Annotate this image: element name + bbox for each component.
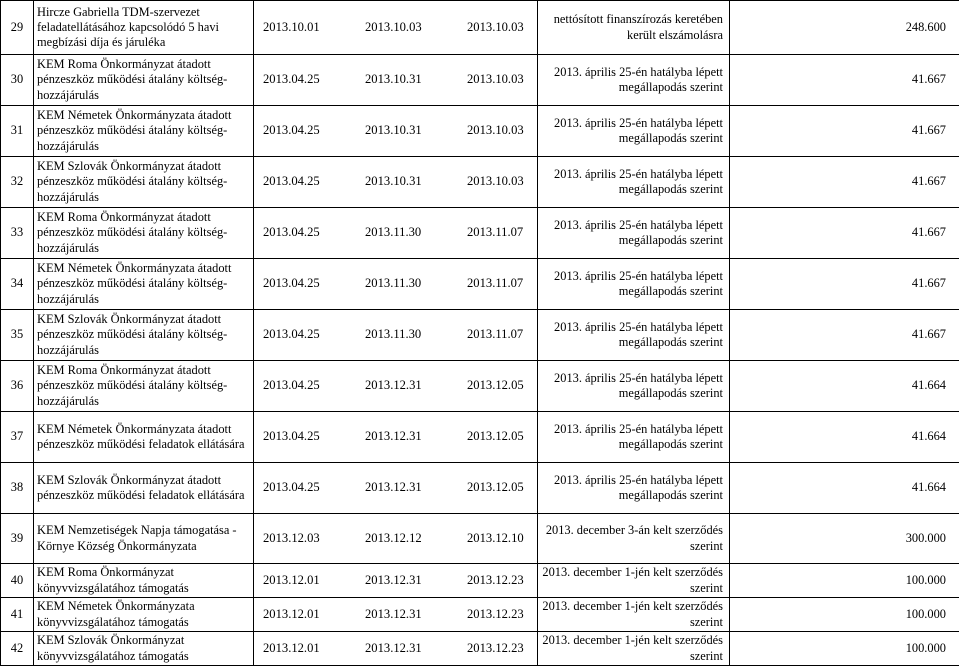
row-dates — [254, 208, 538, 259]
date-end: 2013.12.31 — [365, 480, 422, 495]
row-number: 41 — [1, 598, 34, 632]
row-description: KEM Nemzetiségek Napja támogatása - Környe Község Önkormányzata — [34, 514, 254, 564]
date-paid: 2013.12.05 — [467, 429, 524, 444]
row-description: KEM Szlovák Önkormányzat átadott pénzeszköz működési átalány költség-hozzájárulás — [34, 310, 254, 361]
date-paid: 2013.12.05 — [467, 480, 524, 495]
row-description: KEM Németek Önkormányzata átadott pénzeszköz működési feladatok ellátására — [34, 412, 254, 463]
row-amount: 100.000 — [730, 632, 959, 666]
row-note: 2013. április 25-én hatályba lépett megállapodás szerint — [538, 106, 730, 157]
row-number: 34 — [1, 259, 34, 310]
date-paid: 2013.10.03 — [467, 174, 524, 189]
date-paid: 2013.12.05 — [467, 378, 524, 393]
table-row — [1, 412, 959, 463]
date-start: 2013.04.25 — [263, 123, 320, 138]
row-dates — [254, 632, 538, 666]
row-number: 37 — [1, 412, 34, 463]
row-number: 30 — [1, 55, 34, 106]
row-amount: 100.000 — [730, 598, 959, 632]
row-amount: 41.664 — [730, 463, 959, 514]
date-start: 2013.12.01 — [263, 640, 320, 655]
row-number: 29 — [1, 1, 34, 55]
date-end: 2013.12.31 — [365, 606, 422, 621]
row-description: KEM Németek Önkormányzata átadott pénzeszköz működési átalány költség-hozzájárulás — [34, 259, 254, 310]
row-number: 39 — [1, 514, 34, 564]
date-end: 2013.10.03 — [365, 19, 422, 34]
table-row — [1, 632, 959, 666]
row-number: 40 — [1, 564, 34, 598]
row-dates — [254, 463, 538, 514]
row-note: 2013. április 25-én hatályba lépett megállapodás szerint — [538, 412, 730, 463]
row-dates — [254, 106, 538, 157]
date-start: 2013.04.25 — [263, 225, 320, 240]
row-note: 2013. december 1-jén kelt szerződés szerint — [538, 598, 730, 632]
date-end: 2013.12.31 — [365, 429, 422, 444]
table-row — [1, 564, 959, 598]
row-note: 2013. április 25-én hatályba lépett megállapodás szerint — [538, 157, 730, 208]
row-number: 42 — [1, 632, 34, 666]
table-row — [1, 598, 959, 632]
row-dates — [254, 157, 538, 208]
table-row — [1, 259, 959, 310]
row-amount: 41.667 — [730, 310, 959, 361]
row-number: 38 — [1, 463, 34, 514]
date-start: 2013.12.01 — [263, 606, 320, 621]
table-row — [1, 463, 959, 514]
row-amount: 41.667 — [730, 208, 959, 259]
date-end: 2013.12.12 — [365, 530, 422, 545]
row-description: KEM Németek Önkormányzata könyvvizsgálatához támogatás — [34, 598, 254, 632]
table-row — [1, 1, 959, 55]
row-note: 2013. december 1-jén kelt szerződés szerint — [538, 564, 730, 598]
row-note: 2013. április 25-én hatályba lépett megállapodás szerint — [538, 310, 730, 361]
table-row — [1, 106, 959, 157]
date-paid: 2013.10.03 — [467, 19, 524, 34]
row-note: 2013. december 1-jén kelt szerződés szerint — [538, 632, 730, 666]
row-number: 31 — [1, 106, 34, 157]
date-paid: 2013.10.03 — [467, 123, 524, 138]
date-end: 2013.11.30 — [365, 225, 422, 240]
row-dates — [254, 564, 538, 598]
row-description: Hircze Gabriella TDM-szervezet feladatellátásához kapcsolódó 5 havi megbízási díja és járuléka — [34, 1, 254, 55]
row-dates — [254, 598, 538, 632]
date-start: 2013.04.25 — [263, 327, 320, 342]
row-amount: 41.667 — [730, 259, 959, 310]
row-note: 2013. április 25-én hatályba lépett megállapodás szerint — [538, 463, 730, 514]
date-end: 2013.11.30 — [365, 327, 422, 342]
date-end: 2013.10.31 — [365, 123, 422, 138]
row-amount: 41.664 — [730, 361, 959, 412]
date-start: 2013.10.01 — [263, 19, 320, 34]
row-note: 2013. április 25-én hatályba lépett megállapodás szerint — [538, 208, 730, 259]
table-row — [1, 157, 959, 208]
table-row — [1, 310, 959, 361]
row-dates — [254, 259, 538, 310]
date-start: 2013.04.25 — [263, 174, 320, 189]
row-note: 2013. április 25-én hatályba lépett megállapodás szerint — [538, 259, 730, 310]
date-end: 2013.11.30 — [365, 276, 422, 291]
row-amount: 41.667 — [730, 55, 959, 106]
row-description: KEM Roma Önkormányzat könyvvizsgálatához támogatás — [34, 564, 254, 598]
date-end: 2013.12.31 — [365, 572, 422, 587]
row-amount: 41.667 — [730, 157, 959, 208]
row-description: KEM Németek Önkormányzata átadott pénzeszköz működési átalány költség-hozzájárulás — [34, 106, 254, 157]
row-dates — [254, 361, 538, 412]
row-number: 35 — [1, 310, 34, 361]
row-description: KEM Szlovák Önkormányzat könyvvizsgálatához támogatás — [34, 632, 254, 666]
table-row — [1, 208, 959, 259]
row-dates — [254, 55, 538, 106]
date-end: 2013.10.31 — [365, 72, 422, 87]
row-amount: 41.667 — [730, 106, 959, 157]
row-amount: 300.000 — [730, 514, 959, 564]
date-start: 2013.04.25 — [263, 72, 320, 87]
row-dates — [254, 514, 538, 564]
row-number: 33 — [1, 208, 34, 259]
date-paid: 2013.12.10 — [467, 530, 524, 545]
row-number: 32 — [1, 157, 34, 208]
row-note: 2013. április 25-én hatályba lépett megállapodás szerint — [538, 361, 730, 412]
date-paid: 2013.11.07 — [467, 327, 524, 342]
date-start: 2013.04.25 — [263, 276, 320, 291]
date-end: 2013.12.31 — [365, 378, 422, 393]
date-end: 2013.10.31 — [365, 174, 422, 189]
row-description: KEM Roma Önkormányzat átadott pénzeszköz működési átalány költség-hozzájárulás — [34, 361, 254, 412]
row-amount: 100.000 — [730, 564, 959, 598]
date-start: 2013.12.03 — [263, 530, 320, 545]
row-description: KEM Roma Önkormányzat átadott pénzeszköz működési átalány költség-hozzájárulás — [34, 55, 254, 106]
grants-table-body — [1, 1, 959, 666]
row-dates — [254, 1, 538, 55]
row-note: 2013. december 3-án kelt szerződés szerint — [538, 514, 730, 564]
row-note: nettósított finanszírozás keretében került elszámolásra — [538, 1, 730, 55]
row-note: 2013. április 25-én hatályba lépett megállapodás szerint — [538, 55, 730, 106]
date-paid: 2013.10.03 — [467, 72, 524, 87]
date-paid: 2013.12.23 — [467, 640, 524, 655]
row-amount: 41.664 — [730, 412, 959, 463]
row-description: KEM Roma Önkormányzat átadott pénzeszköz működési átalány költség-hozzájárulás — [34, 208, 254, 259]
table-row — [1, 361, 959, 412]
date-start: 2013.04.25 — [263, 429, 320, 444]
table-row — [1, 514, 959, 564]
row-number: 36 — [1, 361, 34, 412]
row-amount: 248.600 — [730, 1, 959, 55]
date-start: 2013.12.01 — [263, 572, 320, 587]
date-end: 2013.12.31 — [365, 640, 422, 655]
date-start: 2013.04.25 — [263, 378, 320, 393]
date-paid: 2013.12.23 — [467, 606, 524, 621]
date-paid: 2013.11.07 — [467, 225, 524, 240]
date-paid: 2013.12.23 — [467, 572, 524, 587]
date-start: 2013.04.25 — [263, 480, 320, 495]
row-description: KEM Szlovák Önkormányzat átadott pénzeszköz működési átalány költség-hozzájárulás — [34, 157, 254, 208]
row-dates — [254, 412, 538, 463]
table-row — [1, 55, 959, 106]
date-paid: 2013.11.07 — [467, 276, 524, 291]
row-dates — [254, 310, 538, 361]
row-description: KEM Szlovák Önkormányzat átadott pénzeszköz működési feladatok ellátására — [34, 463, 254, 514]
